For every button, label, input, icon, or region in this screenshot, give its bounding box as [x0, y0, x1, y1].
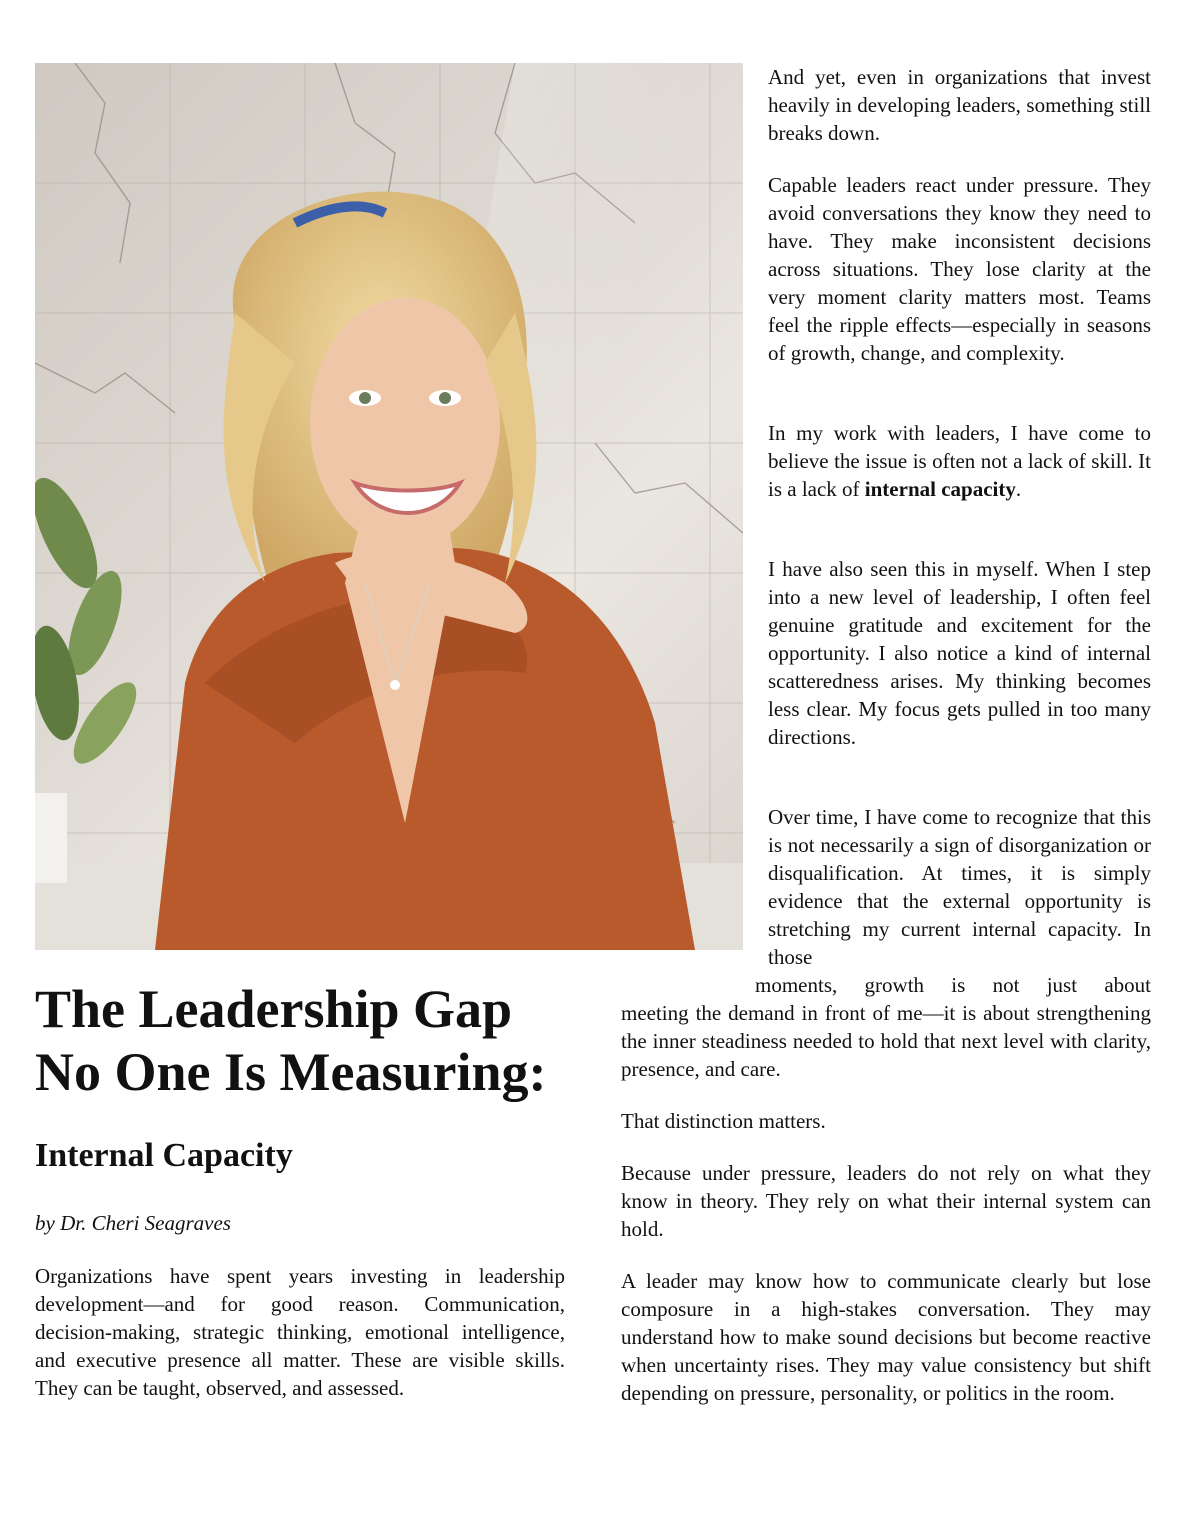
- paragraph-over-time-upper: Over time, I have come to recognize that this is not necessarily a sign of disorganization or disqualification. At times, it is simply evidence that the external opportunity is stretching my current internal capacity. In those: [768, 805, 1151, 969]
- internal-capacity-emphasis: internal capacity: [864, 477, 1016, 501]
- article-subtitle: Internal Capacity: [35, 1137, 293, 1174]
- paragraph-lack-of-capacity-text: In my work with leaders, I have come to believe the issue is often not a lack of skill. It is a lack of: [768, 421, 1151, 501]
- paragraph-intro: Organizations have spent years investing in leadership development—and for good reason. Communication, decision-making, strategic thinking, emotional intelligence, and executive presence all matter. These are visible skills. They can be taught, observed, and assessed.: [35, 1264, 565, 1400]
- author-portrait-photo: [35, 63, 743, 950]
- paragraph-yet-something-breaks: And yet, even in organizations that invest heavily in developing leaders, something still breaks down.: [768, 65, 1151, 145]
- paragraph-capable-leaders-react: Capable leaders react under pressure. They avoid conversations they know they need to have. They make inconsistent decisions across situations. They lose clarity at the very moment clarity matters most. Teams feel the ripple effects—especially in seasons of growth, change, and complexity.: [768, 173, 1151, 365]
- article-title: [35, 978, 595, 1104]
- author-byline: by Dr. Cheri Seagraves: [35, 1211, 231, 1235]
- paragraph-lack-of-capacity: [768, 419, 1151, 503]
- plant: [35, 469, 147, 883]
- paragraph-lack-of-capacity-end: .: [1015, 477, 1022, 501]
- article-title-line1: The Leadership Gap: [35, 979, 513, 1039]
- article-title-line2: No One Is Measuring:: [35, 1042, 547, 1102]
- paragraph-seen-in-myself: I have also seen this in myself. When I step into a new level of leadership, I often feel genuine gratitude and excitement for the opportunity. I also notice a kind of internal scatteredness arises. My thinking becomes less clear. My focus gets pulled in too many directions.: [768, 557, 1151, 749]
- paragraph-over-time-lower: meeting the demand in front of me—it is about strengthening the inner steadiness needed to hold that next level with clarity, presence, and care.: [621, 1001, 1151, 1081]
- portrait-illustration: [35, 63, 743, 950]
- paragraph-distinction-matters: That distinction matters.: [621, 1109, 826, 1133]
- paragraph-under-pressure: Because under pressure, leaders do not rely on what they know in theory. They rely on what their internal system can hold.: [621, 1161, 1151, 1241]
- paragraph-leader-may-know: A leader may know how to communicate clearly but lose composure in a high-stakes conversation. They may understand how to make sound decisions but become reactive when uncertainty rises. They may value consistency but shift depending on pressure, personality, or politics in the room.: [621, 1269, 1151, 1405]
- paragraph-over-time-transition: moments, growth is not just about: [755, 973, 1151, 997]
